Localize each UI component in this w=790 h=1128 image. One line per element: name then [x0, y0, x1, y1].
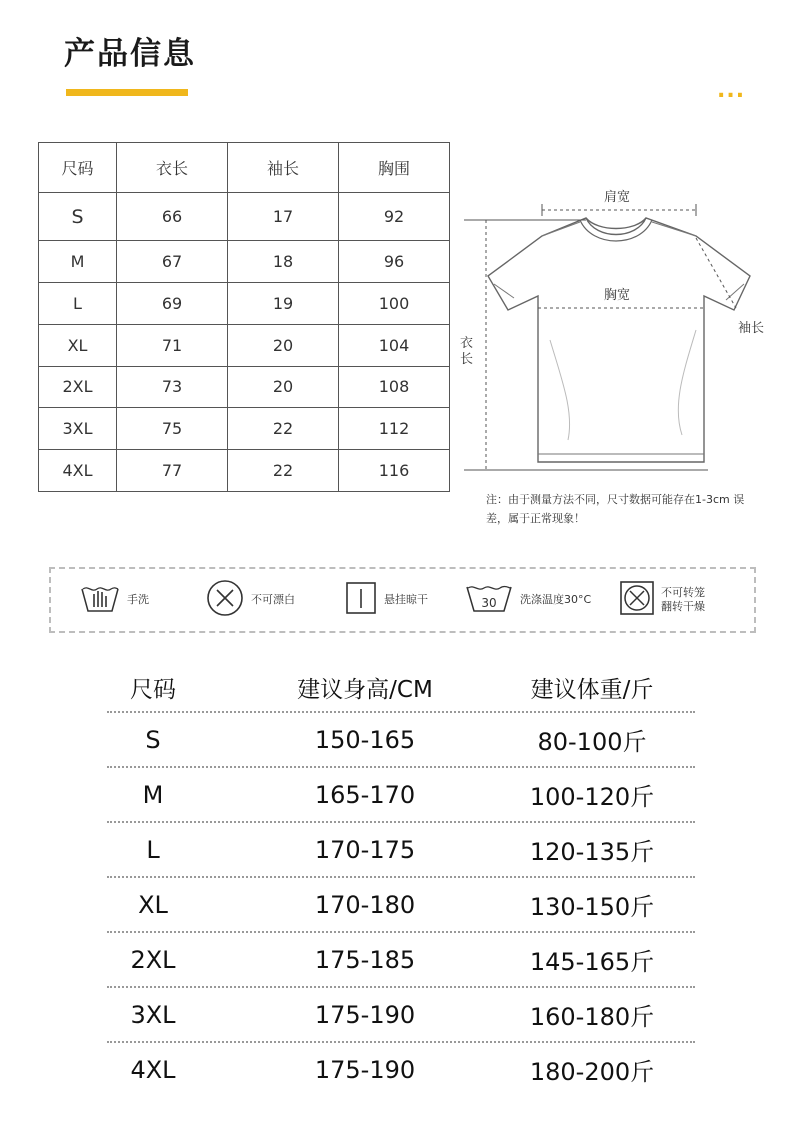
care-item	[205, 569, 295, 631]
recommend-height: 170-175	[314, 835, 416, 864]
size-cell: 73	[117, 366, 228, 408]
no-tumble-dry-icon	[619, 580, 655, 620]
size-cell: 18	[228, 241, 339, 283]
recommend-height: 165-170	[314, 780, 416, 809]
recommend-header-cell: 尺码	[130, 677, 176, 703]
size-cell: 69	[117, 282, 228, 324]
size-cell: 92	[339, 193, 450, 241]
size-table-row	[39, 450, 450, 492]
recommend-size: 3XL	[130, 1000, 176, 1029]
recommend-size: L	[146, 835, 160, 864]
recommend-row	[107, 933, 695, 988]
size-cell: S	[39, 193, 117, 241]
recommend-height: 170-180	[314, 890, 416, 919]
size-table-header	[39, 143, 450, 193]
size-cell: 3XL	[39, 408, 117, 450]
care-item	[464, 569, 591, 631]
recommend-weight: 100-120斤	[529, 783, 655, 811]
recommend-row	[107, 988, 695, 1043]
care-label-line: 不可转笼	[661, 586, 705, 599]
care-instructions	[49, 567, 756, 633]
recommend-weight: 120-135斤	[529, 838, 655, 866]
recommend-row	[107, 768, 695, 823]
size-cell: 116	[339, 450, 450, 492]
care-item	[79, 569, 149, 631]
recommend-header-cell: 建议体重/斤	[530, 677, 654, 703]
size-cell: 77	[117, 450, 228, 492]
tshirt-outline-icon	[458, 180, 778, 480]
size-cell: 75	[117, 408, 228, 450]
size-table-row	[39, 282, 450, 324]
care-item	[344, 569, 428, 631]
size-cell: 66	[117, 193, 228, 241]
care-label: 手洗	[127, 593, 149, 606]
size-cell: 22	[228, 408, 339, 450]
care-item	[619, 569, 705, 631]
recommend-header-row	[107, 664, 695, 713]
size-cell: 104	[339, 324, 450, 366]
recommend-size: S	[145, 725, 161, 754]
chest-width-label: 胸宽	[604, 288, 631, 303]
sleeve-length-label: 袖长	[738, 321, 765, 336]
size-cell: 2XL	[39, 366, 117, 408]
size-cell: 20	[228, 366, 339, 408]
size-cell: 19	[228, 282, 339, 324]
size-cell: 67	[117, 241, 228, 283]
size-cell: XL	[39, 324, 117, 366]
size-cell: 112	[339, 408, 450, 450]
no-bleach-icon	[205, 578, 245, 622]
size-recommendation-table	[107, 664, 695, 1096]
title-underline	[66, 89, 188, 96]
size-cell: 108	[339, 366, 450, 408]
recommend-row	[107, 823, 695, 878]
recommend-height: 175-190	[314, 1000, 416, 1029]
size-cell: 4XL	[39, 450, 117, 492]
more-dots-icon: ...	[717, 78, 746, 103]
size-header-cell: 尺码	[39, 143, 117, 193]
measurement-note: 注：由于测量方法不同，尺寸数据可能存在1-3cm 误差，属于正常现象！	[486, 493, 745, 525]
recommend-size: XL	[138, 890, 168, 919]
hand-wash-icon	[79, 581, 121, 619]
recommend-header-cell: 建议身高/CM	[297, 677, 433, 703]
hang-dry-icon	[344, 581, 378, 619]
size-header-cell: 胸围	[339, 143, 450, 193]
care-label: 洗涤温度30°C	[520, 593, 592, 606]
recommend-row	[107, 1043, 695, 1096]
body-length-label: 衣长	[460, 336, 474, 367]
recommend-size: M	[142, 780, 164, 809]
recommend-height: 150-165	[314, 725, 416, 754]
wash-temp-value: 30	[481, 596, 497, 610]
care-label: 悬挂晾干	[384, 593, 428, 606]
care-label	[661, 586, 705, 614]
care-label-line: 翻转干燥	[661, 600, 705, 613]
size-table-row	[39, 408, 450, 450]
size-cell: 22	[228, 450, 339, 492]
recommend-height: 175-190	[314, 1055, 416, 1084]
recommend-size: 2XL	[130, 945, 176, 974]
recommend-row	[107, 878, 695, 933]
size-table	[38, 142, 450, 492]
recommend-weight: 130-150斤	[529, 893, 655, 921]
page-title: 产品信息	[64, 36, 196, 72]
size-table-row	[39, 366, 450, 408]
recommend-weight: 180-200斤	[529, 1058, 655, 1086]
tshirt-measurement-diagram	[458, 180, 778, 480]
care-label: 不可漂白	[251, 593, 295, 606]
size-cell: M	[39, 241, 117, 283]
recommend-size: 4XL	[130, 1055, 176, 1084]
wash-30-icon	[464, 581, 514, 619]
size-table-row	[39, 193, 450, 241]
size-header-cell: 袖长	[228, 143, 339, 193]
size-cell: 100	[339, 282, 450, 324]
size-cell: 20	[228, 324, 339, 366]
recommend-row	[107, 713, 695, 768]
shoulder-width-label: 肩宽	[604, 190, 631, 205]
recommend-weight: 160-180斤	[529, 1003, 655, 1031]
size-cell: L	[39, 282, 117, 324]
size-header-cell: 衣长	[117, 143, 228, 193]
size-cell: 17	[228, 193, 339, 241]
recommend-weight: 145-165斤	[529, 948, 655, 976]
size-cell: 96	[339, 241, 450, 283]
recommend-height: 175-185	[314, 945, 416, 974]
recommend-weight: 80-100斤	[537, 728, 647, 756]
size-table-row	[39, 241, 450, 283]
size-cell: 71	[117, 324, 228, 366]
size-table-row	[39, 324, 450, 366]
